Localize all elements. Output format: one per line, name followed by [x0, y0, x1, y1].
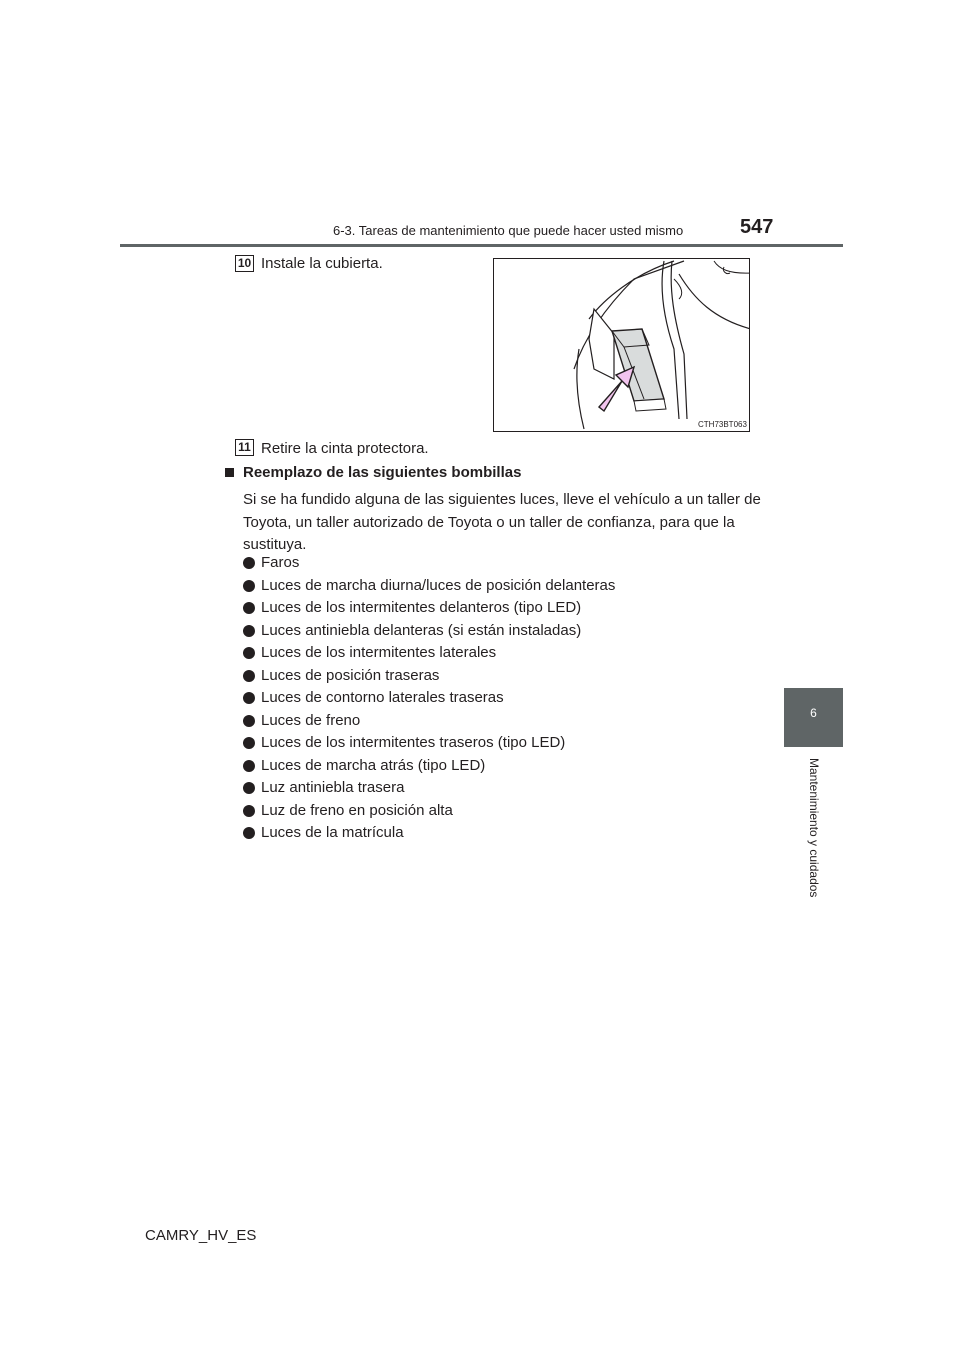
list-item: Luces antiniebla delanteras (si están instaladas)	[243, 620, 615, 643]
figure-code: CTH73BT063	[698, 420, 747, 429]
bullet-dot	[243, 827, 255, 839]
section-marker	[225, 468, 234, 477]
trunk-cover-illustration	[494, 259, 750, 432]
list-item: Luces de marcha diurna/luces de posición delanteras	[243, 575, 615, 598]
footer-model: CAMRY_HV_ES	[145, 1227, 257, 1244]
chapter-tab-number: 6	[810, 706, 817, 720]
section-paragraph: Si se ha fundido alguna de las siguientes luces, lleve el vehículo a un taller de Toyota, un taller autorizado de Toyota o un taller de confianza, para que la sustituya.	[243, 491, 761, 553]
bullet-dot	[243, 625, 255, 637]
bullet-dot	[243, 692, 255, 704]
bullet-dot	[243, 782, 255, 794]
list-item: Luces de los intermitentes traseros (tipo LED)	[243, 732, 615, 755]
step-10-number: 10	[235, 255, 254, 272]
bullet-dot	[243, 670, 255, 682]
section-heading: Reemplazo de las siguientes bombillas	[243, 464, 522, 481]
bullet-dot	[243, 557, 255, 569]
step-11-number: 11	[235, 439, 254, 456]
list-item: Luz de freno en posición alta	[243, 800, 615, 823]
list-item: Faros	[243, 552, 615, 575]
bullet-dot	[243, 602, 255, 614]
bulb-list	[243, 552, 615, 845]
bullet-dot	[243, 737, 255, 749]
bullet-dot	[243, 715, 255, 727]
illustration-figure	[493, 258, 750, 432]
list-item: Luz antiniebla trasera	[243, 777, 615, 800]
list-item: Luces de posición traseras	[243, 665, 615, 688]
bullet-dot	[243, 760, 255, 772]
step-10-text: Instale la cubierta.	[261, 255, 383, 272]
list-item: Luces de la matrícula	[243, 822, 615, 845]
step-11-text: Retire la cinta protectora.	[261, 440, 429, 457]
header-section-title: 6-3. Tareas de mantenimiento que puede hacer usted mismo	[333, 223, 684, 238]
chapter-tab-label: Mantenimiento y cuidados	[807, 758, 821, 898]
list-item: Luces de contorno laterales traseras	[243, 687, 615, 710]
bullet-dot	[243, 580, 255, 592]
bullet-dot	[243, 805, 255, 817]
bullet-dot	[243, 647, 255, 659]
list-item: Luces de freno	[243, 710, 615, 733]
list-item: Luces de los intermitentes delanteros (tipo LED)	[243, 597, 615, 620]
header-rule	[120, 244, 843, 247]
page-number: 547	[740, 216, 774, 238]
list-item: Luces de los intermitentes laterales	[243, 642, 615, 665]
list-item: Luces de marcha atrás (tipo LED)	[243, 755, 615, 778]
